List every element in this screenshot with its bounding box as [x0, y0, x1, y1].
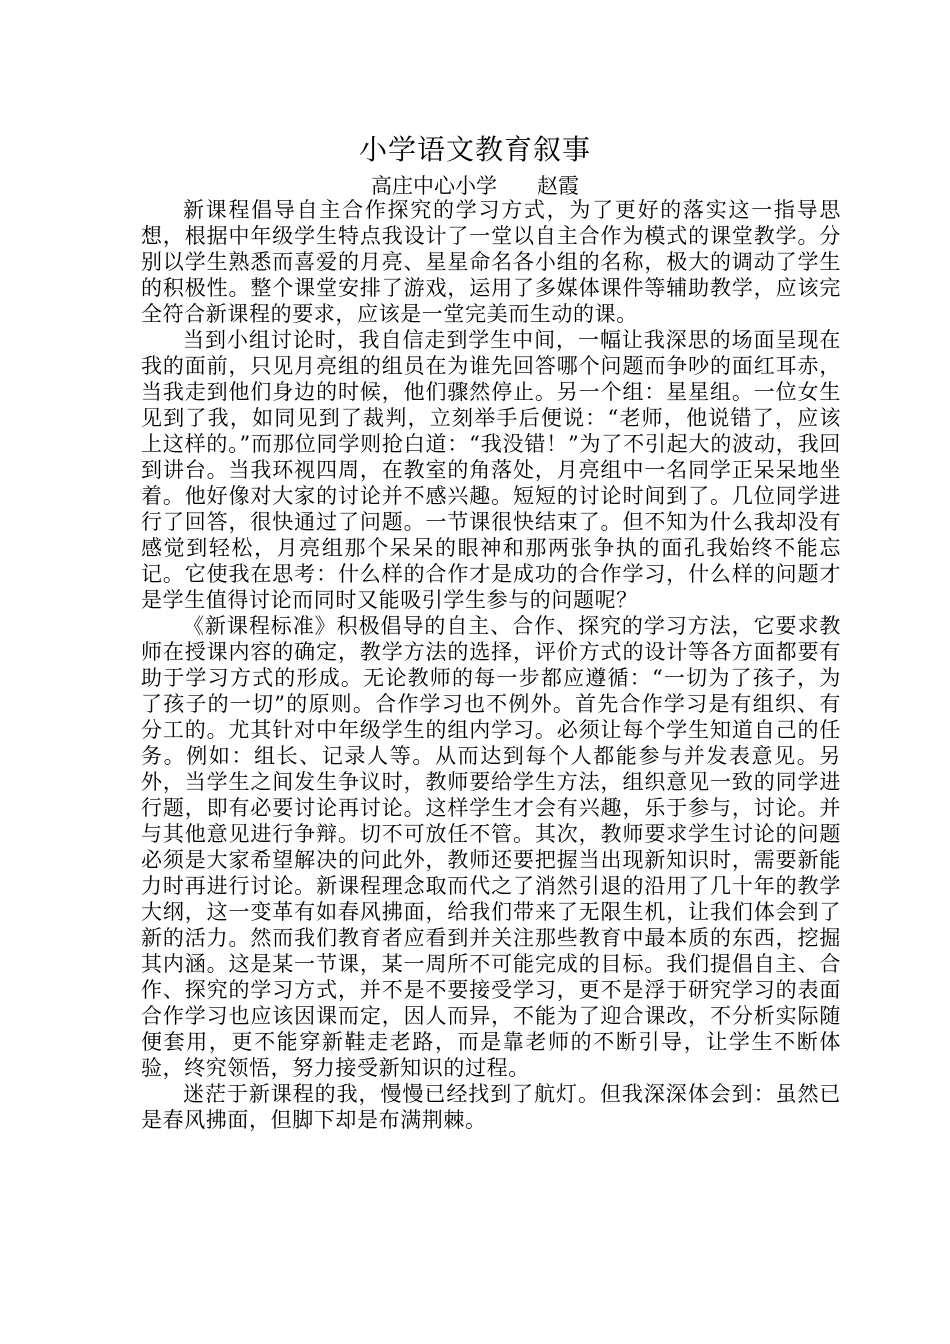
- paragraph-4: 迷茫于新课程的我，慢慢已经找到了航灯。但我深深体会到：虽然已是春风拂面，但脚下却是布满荆棘。: [141, 1082, 841, 1132]
- paragraph-1: 新课程倡导自主合作探究的学习方式，为了更好的落实这一指导思想，根据中年级学生特点我设计了一堂以自主合作为模式的课堂教学。分别以学生熟悉而喜爱的月亮、星星命名各小组的名称，极大的调动了学生的积极性。整个课堂安排了游戏，运用了多媒体课件等辅助教学，应该完全符合新课程的要求，应该是一堂完美而生动的课。: [141, 198, 841, 326]
- paragraph-2: 当到小组讨论时，我自信走到学生中间，一幅让我深思的场面呈现在我的面前，只见月亮组的组员在为谁先回答哪个问题而争吵的面红耳赤，当我走到他们身边的时候，他们骤然停止。另一个组：星星组。一位女生见到了我，如同见到了裁判，立刻举手后便说：“老师，他说错了，应该上这样的。”而那位同学则抢白道：“我没错！”为了不引起大的波动，我回到讲台。当我环视四周，在教室的角落处，月亮组中一名同学正呆呆地坐着。他好像对大家的讨论并不感兴趣。短短的讨论时间到了。几位同学进行了回答，很快通过了问题。一节课很快结束了。但不知为什么我却没有感觉到轻松，月亮组那个呆呆的眼神和那两张争执的面孔我始终不能忘记。它使我在思考：什么样的合作才是成功的合作学习，什么样的问题才是学生值得讨论而同时又能吸引学生参与的问题呢？: [141, 328, 841, 612]
- school-name: 高庄中心小学: [371, 174, 497, 198]
- paragraph-3: 《新课程标准》积极倡导的自主、合作、探究的学习方法，它要求教师在授课内容的确定，教学方法的选择，评价方式的设计等各方面都要有助于学习方式的形成。无论教师的每一步都应遵循：“一切为了孩子，为了孩子的一切”的原则。合作学习也不例外。首先合作学习是有组织、有分工的。尤其针对中年级学生的组内学习。必须让每个学生知道自己的任务。例如：组长、记录人等。从而达到每个人都能参与并发表意见。另外，当学生之间发生争议时，教师要给学生方法，组织意见一致的同学进行题，即有必要讨论再讨论。这样学生才会有兴趣，乐于参与，讨论。并与其他意见进行争辩。切不可放任不管。其次，教师要求学生讨论的问题必须是大家希望解决的问此外，教师还要把握当出现新知识时，需要新能力时再进行讨论。新课程理念取而代之了消然引退的沿用了几十年的教学大纲，这一变革有如春风拂面，给我们带来了无限生机，让我们体会到了新的活力。然而我们教育者应看到并关注那些教育中最本质的东西，挖掘其内涵。这是某一节课，某一周所不可能完成的目标。我们提倡自主、合作、探究的学习方式，并不是不要接受学习，更不是浮于研究学习的表面合作学习也应该因课而定，因人而异，不能为了迎合课改，不分析实际随便套用，更不能穿新鞋走老路，而是靠老师的不断引导，让学生不断体验，终究领悟，努力接受新知识的过程。: [141, 614, 841, 1080]
- byline: [0, 173, 950, 200]
- document-title: 小学语文教育叙事: [358, 133, 591, 166]
- document-body: [141, 197, 841, 1133]
- author-name: 赵霞: [537, 174, 579, 198]
